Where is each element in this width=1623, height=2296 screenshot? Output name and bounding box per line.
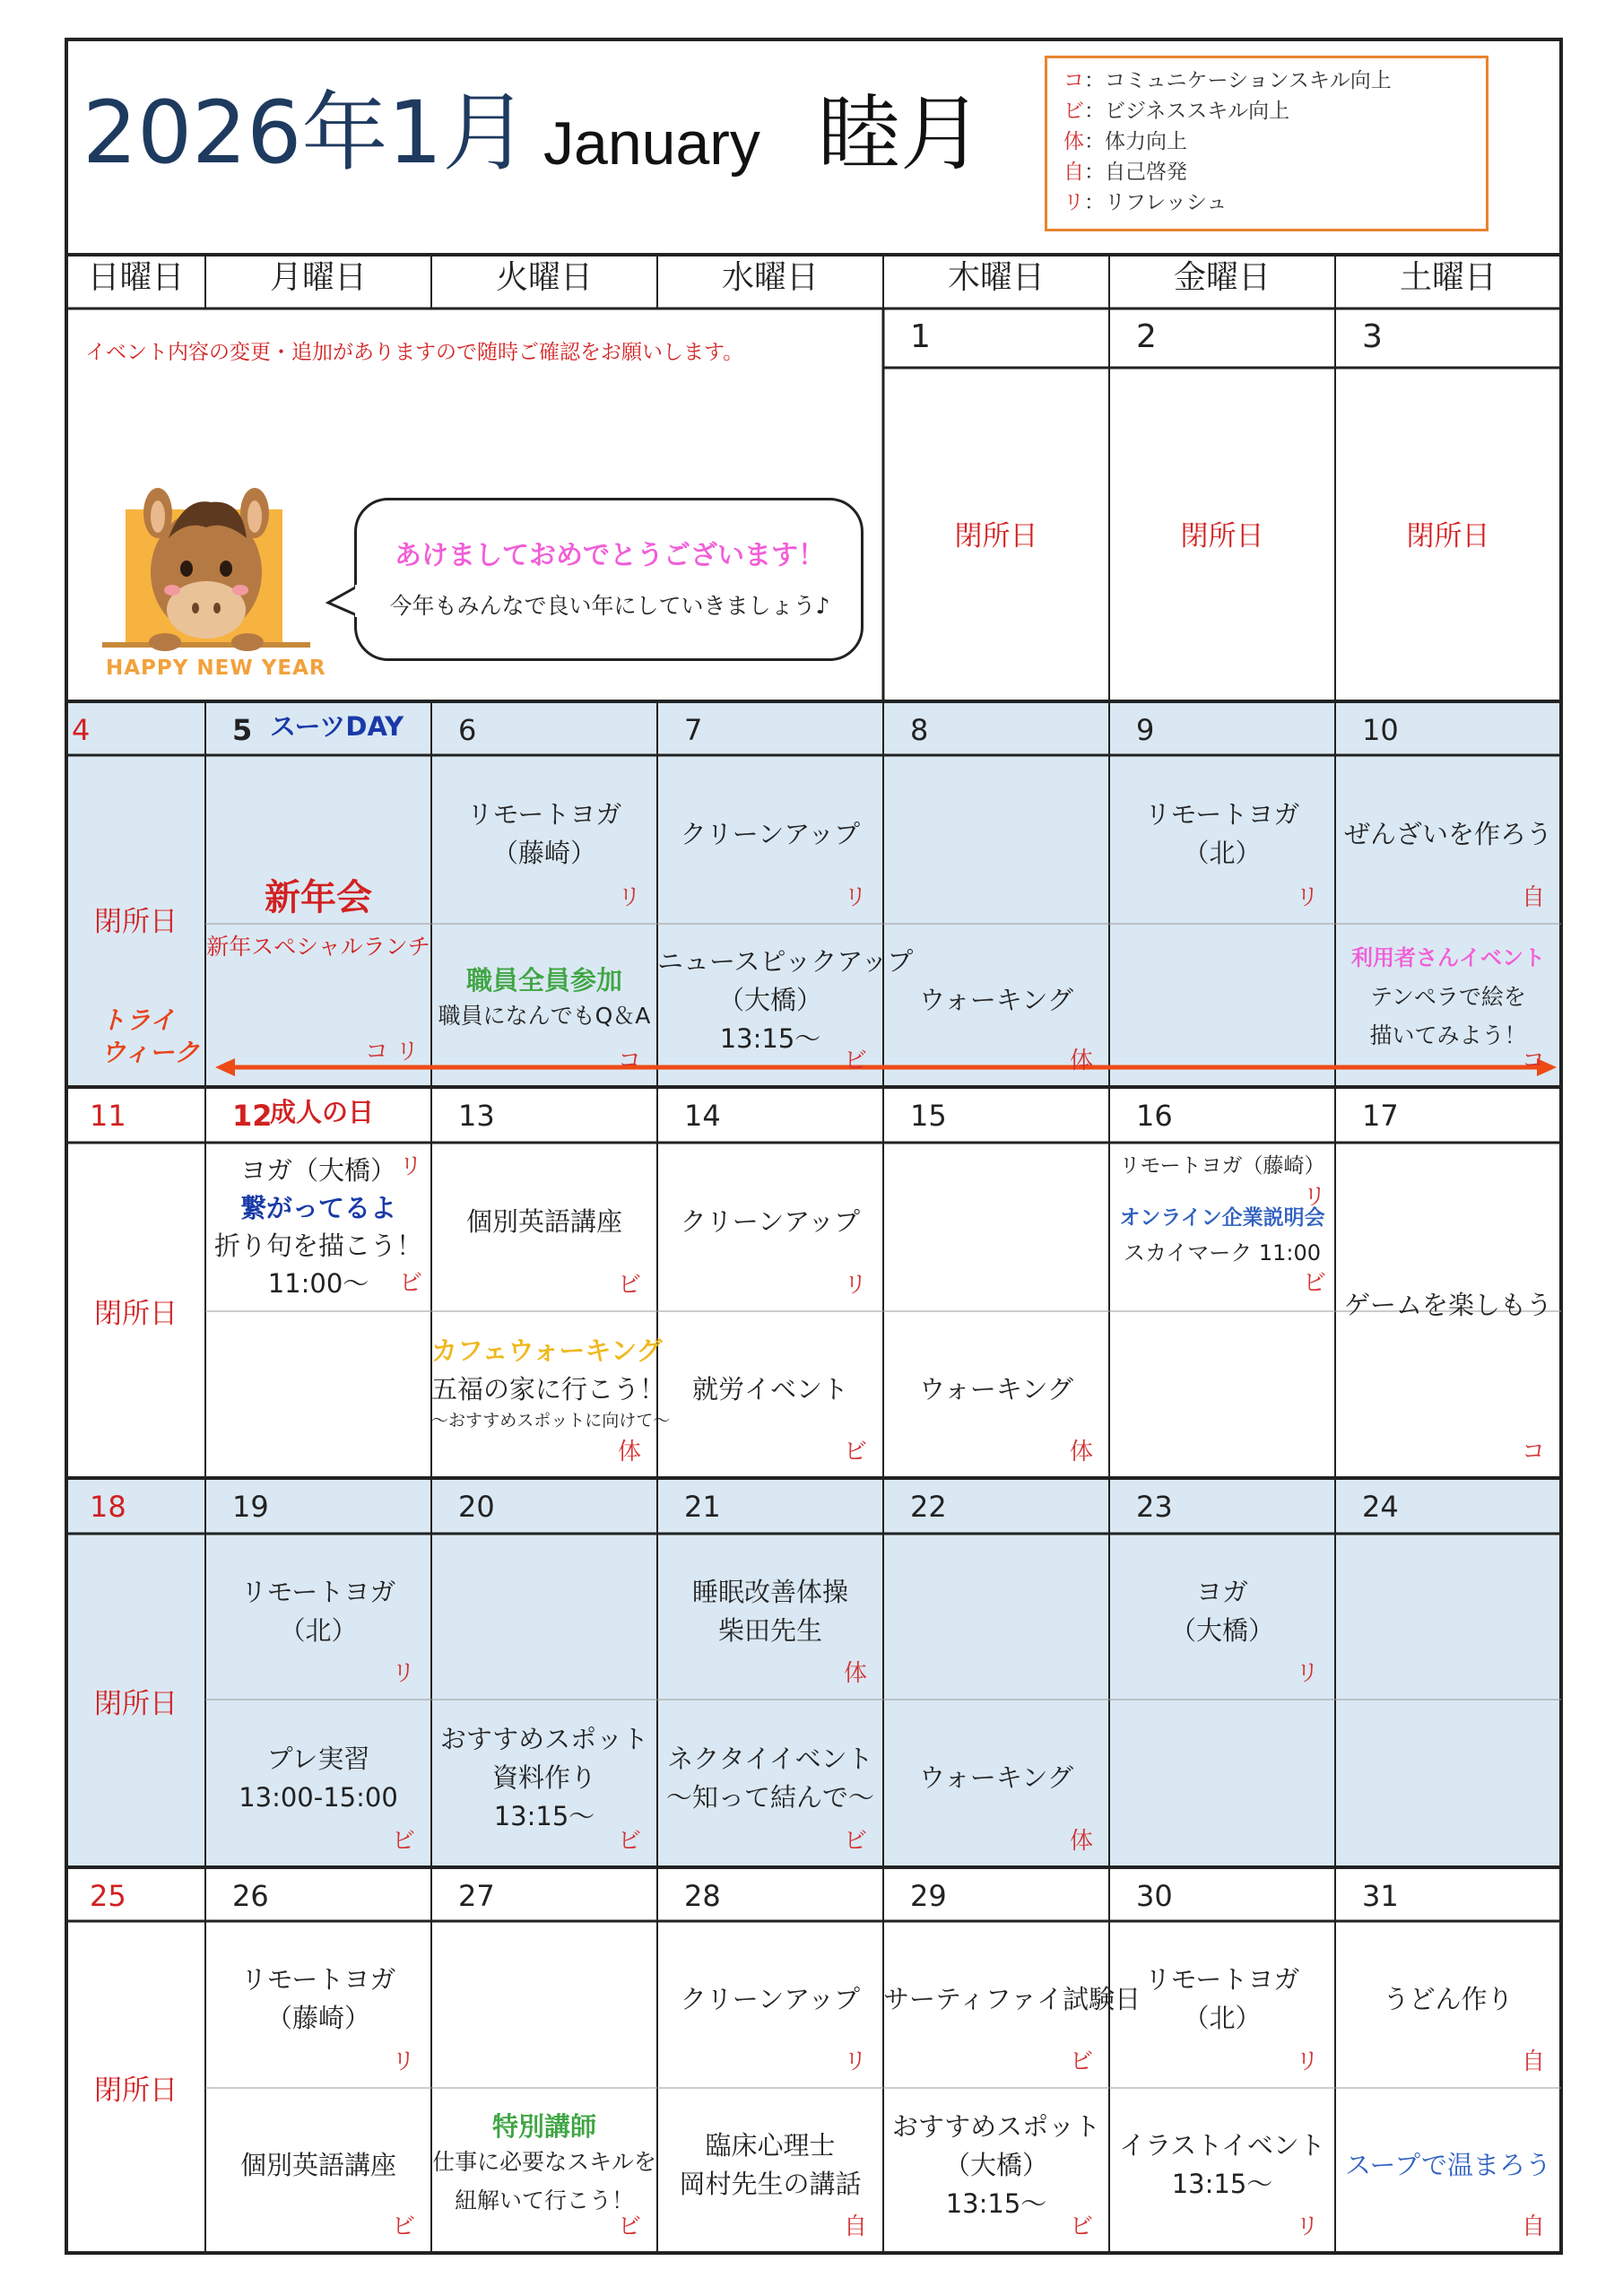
day-number: 22 — [910, 1490, 947, 1524]
page-title-month-japanese: 睦月 — [818, 86, 984, 182]
greeting-message: 今年もみんなで良い年にしていきましょう♪ — [389, 593, 830, 619]
weekday-tuesday: 火曜日 — [495, 259, 593, 296]
event-line: クリーンアップ — [680, 1205, 861, 1237]
event-line: 臨床心理士 — [705, 2130, 836, 2161]
event-heading: 利用者さんイベント — [1351, 944, 1545, 970]
day-number: 28 — [684, 1879, 721, 1913]
legend-item: リ：リフレッシュ — [1063, 191, 1228, 214]
day-number: 27 — [458, 1879, 495, 1913]
event-line: 資料作り — [491, 1762, 596, 1793]
event-line: 個別英語講座 — [465, 1205, 622, 1237]
event-line: ぜんざいを作ろう — [1343, 818, 1552, 849]
event-line: リモートヨガ — [240, 1576, 396, 1607]
event-line: クリーンアップ — [680, 818, 861, 849]
day-number: 11 — [90, 1099, 126, 1133]
event-line: 13:15～ — [945, 2187, 1047, 2219]
event-line: （北） — [1183, 838, 1262, 868]
event-line: 描いてみよう！ — [1369, 1022, 1527, 1048]
category-tag: 自 — [1522, 884, 1546, 911]
event-line: ウォーキング — [919, 1762, 1073, 1793]
category-tag: ビ — [618, 2213, 642, 2240]
event-line: 就労イベント — [691, 1373, 848, 1405]
weekday-wednesday: 水曜日 — [721, 259, 819, 296]
day-number: 13 — [458, 1099, 495, 1133]
day-number: 8 — [910, 713, 929, 747]
event-line: （大橋） — [717, 984, 822, 1015]
event-heading: カフェウォーキング — [431, 1335, 663, 1366]
category-tag: ビ — [399, 1270, 423, 1297]
event-line: ウォーキング — [919, 984, 1073, 1015]
day-label: 成人の日 — [270, 1097, 375, 1127]
day-number: 2 — [1136, 318, 1157, 355]
category-tag: 自 — [1522, 2048, 1546, 2075]
event-line: ネクタイイベント — [667, 1743, 873, 1774]
weekday-thursday: 木曜日 — [947, 259, 1045, 296]
day-number: 31 — [1362, 1879, 1399, 1913]
category-tag: 体 — [1070, 1439, 1094, 1465]
category-tag: コ リ — [365, 1039, 420, 1065]
day-number: 18 — [90, 1490, 126, 1524]
weekday-monday: 月曜日 — [269, 259, 367, 296]
day-number: 24 — [1362, 1490, 1399, 1524]
event-heading: 繋がってるよ — [239, 1193, 396, 1223]
day-number: 16 — [1136, 1099, 1173, 1133]
event-note: ～おすすめスポットに向けて～ — [431, 1410, 671, 1431]
closed-day-label: 閉所日 — [94, 1298, 178, 1330]
legend-item: 自：自己啓発 — [1063, 161, 1187, 184]
event-line: 睡眠改善体操 — [691, 1576, 848, 1607]
day-number: 17 — [1362, 1099, 1399, 1133]
category-legend — [1045, 56, 1488, 231]
horse-illustration — [99, 475, 314, 664]
day-number: 14 — [684, 1099, 721, 1133]
event-line: （藤崎） — [265, 2003, 370, 2033]
speech-bubble-tail — [325, 583, 360, 619]
event-line: 紐解いて行こう！ — [454, 2187, 634, 2213]
page-title-year-month: 2026年1月 — [82, 83, 529, 183]
category-tag: リ — [1303, 1184, 1327, 1211]
category-tag: 自 — [1522, 2213, 1546, 2240]
event-line: 職員になんでもQ＆A — [438, 1003, 651, 1029]
event-line: スープで温まろう — [1345, 2149, 1551, 2180]
category-tag: 体 — [618, 1439, 642, 1465]
category-tag: コ — [618, 1048, 642, 1074]
category-tag: リ — [844, 2048, 868, 2075]
day-number: 29 — [910, 1879, 947, 1913]
day-label: スーツDAY — [270, 711, 404, 742]
event-subtitle: 新年スペシャルランチ — [206, 934, 430, 960]
day-number: 21 — [684, 1490, 721, 1524]
day-number: 7 — [684, 713, 703, 747]
day-number: 9 — [1136, 713, 1155, 747]
weekday-friday: 金曜日 — [1173, 259, 1271, 296]
event-line: ニュースピックアップ — [657, 945, 914, 977]
category-tag: ビ — [1303, 1270, 1327, 1297]
day-number: 15 — [910, 1099, 947, 1133]
calendar — [66, 39, 1561, 2260]
day-number: 23 — [1136, 1490, 1173, 1524]
event-line: リモートヨガ — [240, 1964, 396, 1995]
category-tag: 体 — [1070, 1828, 1094, 1855]
legend-item: コ：コミュニケーションスキル向上 — [1063, 69, 1392, 92]
trial-week-label: ウィーク — [100, 1038, 200, 1067]
day-number: 12 — [232, 1099, 273, 1133]
category-tag: リ — [1296, 1660, 1320, 1687]
event-line: 五福の家に行こう！ — [431, 1373, 666, 1405]
category-tag: リ — [844, 1272, 868, 1299]
greeting-title: あけましておめでとうございます！ — [395, 540, 825, 571]
category-tag: 体 — [844, 1660, 868, 1687]
event-line: （大橋） — [1169, 1614, 1274, 1646]
category-tag: ビ — [618, 1272, 642, 1299]
closed-day-label: 閉所日 — [1406, 520, 1490, 552]
event-line: リモートヨガ（藤崎） — [1119, 1154, 1325, 1178]
event-line: 新年会 — [265, 877, 372, 918]
category-tag: ビ — [844, 1439, 868, 1465]
event-line: ゲームを楽しもう — [1343, 1289, 1552, 1320]
happy-new-year-badge: HAPPY NEW YEAR — [106, 657, 326, 680]
category-tag: リ — [1296, 884, 1320, 911]
category-tag: 体 — [1070, 1048, 1094, 1074]
event-line: スカイマーク 11:00 — [1123, 1240, 1322, 1265]
category-tag: リ — [392, 1660, 416, 1687]
event-line: 13:15～ — [493, 1801, 595, 1831]
event-line: （北） — [1183, 2003, 1262, 2033]
event-line: 11:00～ — [267, 1268, 369, 1299]
event-line: イラストイベント — [1119, 2130, 1325, 2161]
event-line: ヨガ（大橋） — [239, 1155, 396, 1186]
event-line: ヨガ — [1195, 1576, 1248, 1607]
event-line: （大橋） — [943, 2149, 1048, 2180]
event-line: （北） — [279, 1614, 358, 1646]
event-line: 仕事に必要なスキルを — [432, 2148, 656, 2175]
category-tag: ビ — [1070, 2048, 1094, 2075]
day-number: 1 — [910, 318, 931, 355]
event-line: （藤崎） — [491, 838, 596, 868]
event-line: リモートヨガ — [466, 799, 622, 830]
day-number: 25 — [90, 1879, 126, 1913]
legend-item: 体：体力向上 — [1063, 130, 1187, 153]
closed-day-label: 閉所日 — [94, 906, 178, 938]
day-number: 6 — [458, 713, 477, 747]
event-line: リモートヨガ — [1144, 1964, 1300, 1995]
category-tag: ビ — [844, 1828, 868, 1855]
category-tag: ビ — [392, 2213, 416, 2240]
closed-day-label: 閉所日 — [954, 520, 1038, 552]
event-line: 13:15～ — [719, 1022, 821, 1054]
category-tag: リ — [618, 884, 642, 911]
legend-item: ビ：ビジネススキル向上 — [1063, 100, 1290, 123]
weekday-saturday: 土曜日 — [1399, 259, 1497, 296]
day-number: 26 — [232, 1879, 269, 1913]
category-tag: リ — [1296, 2213, 1320, 2240]
event-line: 13:00-15:00 — [239, 1781, 398, 1813]
event-heading: オンライン企業説明会 — [1119, 1206, 1325, 1230]
category-tag: ビ — [618, 1828, 642, 1855]
day-number: 19 — [232, 1490, 269, 1524]
event-line: プレ実習 — [266, 1743, 370, 1774]
category-tag: リ — [844, 884, 868, 911]
event-line: サーティファイ試験日 — [883, 1983, 1141, 2014]
closed-day-label: 閉所日 — [1180, 520, 1264, 552]
category-tag: ビ — [1070, 2213, 1094, 2240]
event-line: ウォーキング — [919, 1373, 1073, 1405]
category-tag: ビ — [392, 1828, 416, 1855]
day-number: 10 — [1362, 713, 1399, 747]
event-line: 岡村先生の講話 — [679, 2169, 862, 2199]
event-line: 柴田先生 — [717, 1614, 822, 1646]
page-title-month-english: January — [543, 109, 760, 178]
speech-bubble — [354, 498, 864, 661]
event-line: おすすめスポット — [439, 1724, 649, 1754]
event-line: クリーンアップ — [680, 1983, 861, 2014]
event-line: うどん作り — [1383, 1983, 1514, 2014]
event-heading: 特別講師 — [491, 2110, 596, 2142]
trial-week-label: トライ — [100, 1005, 176, 1035]
notice-text: イベント内容の変更・追加がありますので随時ご確認をお願いします。 — [85, 341, 744, 364]
day-number: 3 — [1362, 318, 1383, 355]
category-tag: ビ — [844, 1048, 868, 1074]
event-line: 個別英語講座 — [239, 2149, 396, 2180]
weekday-sunday: 日曜日 — [87, 259, 185, 296]
event-line: 13:15～ — [1171, 2169, 1273, 2199]
day-number: 5 — [232, 713, 253, 747]
category-tag: リ — [392, 2048, 416, 2075]
day-number: 4 — [72, 713, 91, 747]
category-tag: リ — [399, 1153, 423, 1180]
event-line: おすすめスポット — [891, 2110, 1101, 2142]
event-line: 折り句を描こう！ — [213, 1231, 422, 1261]
closed-day-label: 閉所日 — [94, 1688, 178, 1720]
day-number: 20 — [458, 1490, 495, 1524]
category-tag: コ — [1522, 1048, 1546, 1074]
event-line: リモートヨガ — [1144, 799, 1300, 830]
category-tag: コ — [1522, 1439, 1546, 1465]
category-tag: リ — [1296, 2048, 1320, 2075]
day-number: 30 — [1136, 1879, 1173, 1913]
event-heading: 職員全員参加 — [465, 965, 622, 996]
event-line: テンペラで絵を — [1370, 983, 1526, 1010]
event-line: ～知って結んで～ — [665, 1781, 874, 1813]
category-tag: 自 — [844, 2213, 868, 2240]
closed-day-label: 閉所日 — [94, 2074, 178, 2107]
